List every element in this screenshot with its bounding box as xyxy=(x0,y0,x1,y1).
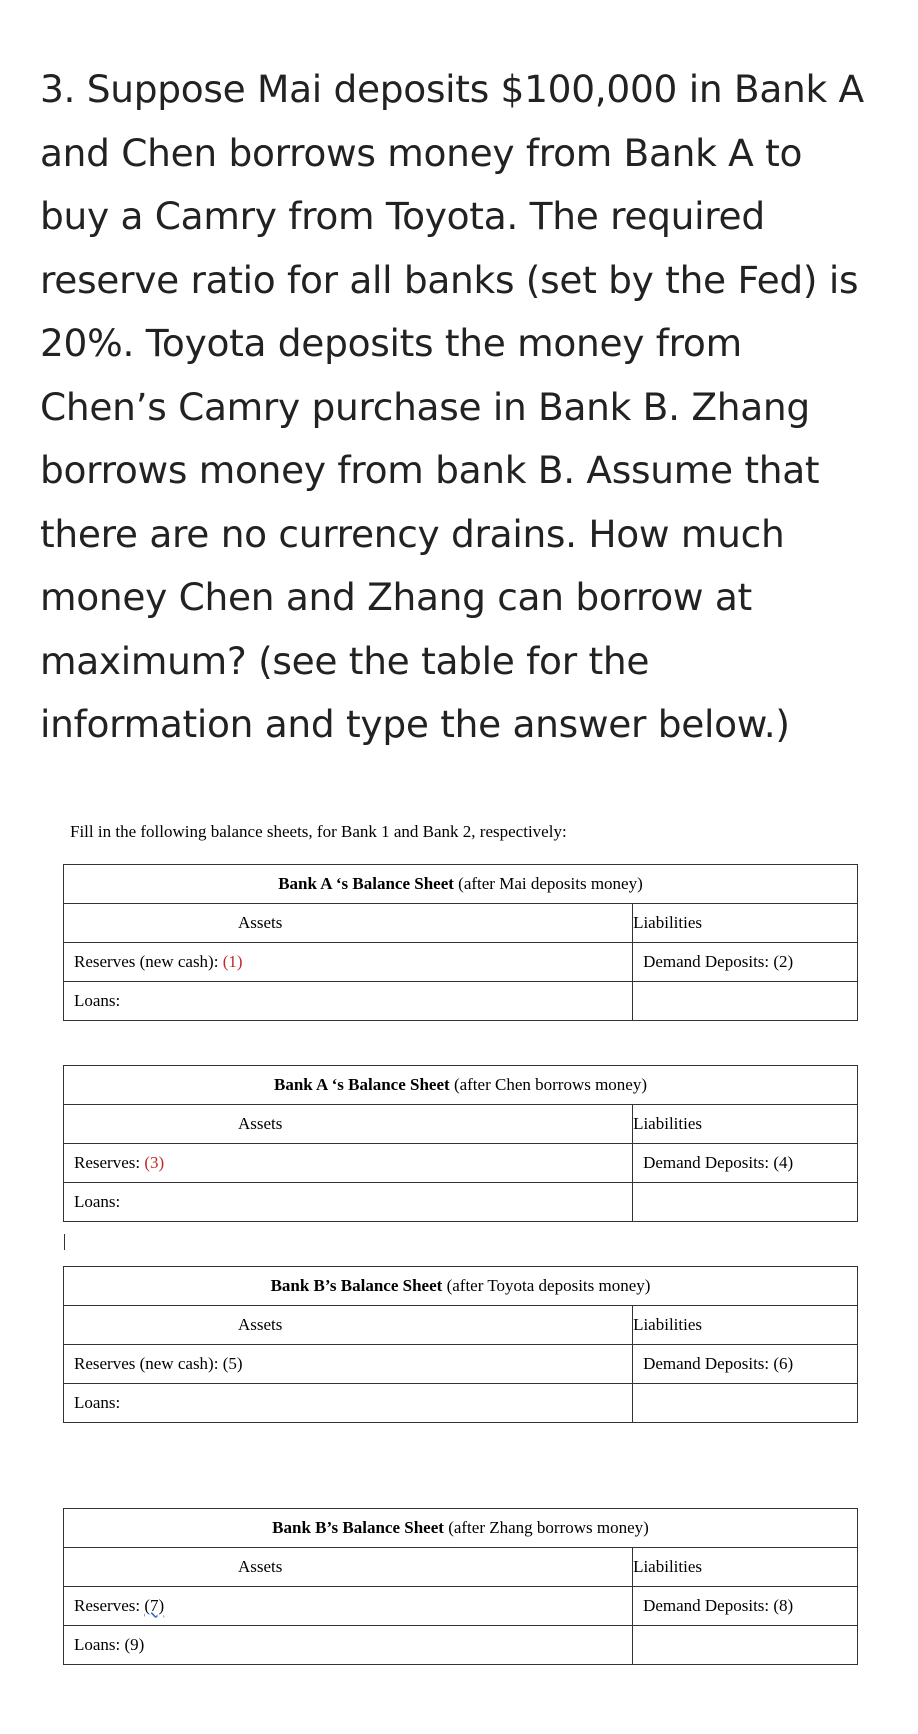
sheet-title xyxy=(64,865,858,904)
reserves-cell[interactable]: Reserves (new cash): (5) xyxy=(64,1345,633,1384)
assets-header: Assets xyxy=(64,904,633,943)
question-line: borrows money from bank B. Assume that xyxy=(40,448,820,492)
sheet-title xyxy=(64,1509,858,1548)
sheet-title xyxy=(64,1267,858,1306)
reserves-label: Reserves (new cash): xyxy=(74,952,223,971)
loans-cell[interactable]: Loans: (9) xyxy=(64,1626,633,1665)
liabilities-header: Liabilities xyxy=(633,1306,858,1345)
loans-cell[interactable]: Loans: xyxy=(64,1183,633,1222)
reserves-label: Reserves: xyxy=(74,1153,145,1172)
demand-deposits-cell[interactable]: Demand Deposits: (2) xyxy=(633,943,858,982)
question-line: and Chen borrows money from Bank A to xyxy=(40,130,803,175)
sheet-title-rest: (after Toyota deposits money) xyxy=(442,1276,651,1295)
question-line: maximum? (see the table for the xyxy=(40,638,650,683)
balance-sheet-bank-a-deposit xyxy=(63,864,858,1021)
question-line: reserve ratio for all banks (set by the Fed) is xyxy=(40,257,859,302)
balance-sheet-bank-b-loan xyxy=(63,1508,858,1665)
sheet-title-bold: Bank B’s Balance Sheet xyxy=(270,1276,443,1295)
reserves-blank: (7) xyxy=(144,1596,165,1615)
loans-cell[interactable]: Loans: xyxy=(64,982,633,1021)
assets-header: Assets xyxy=(64,1105,633,1144)
question-line: information and type the answer below.) xyxy=(40,702,790,746)
question-line: buy a Camry from Toyota. The required xyxy=(40,194,765,238)
loans-cell[interactable]: Loans: xyxy=(64,1384,633,1423)
empty-cell[interactable] xyxy=(633,982,858,1021)
assets-header: Assets xyxy=(64,1306,633,1345)
instructions-text: Fill in the following balance sheets, for Bank 1 and Bank 2, respectively: xyxy=(70,822,567,841)
reserves-label: Reserves: xyxy=(74,1596,145,1615)
stray-line xyxy=(64,1234,65,1250)
balance-sheet-bank-a-loan xyxy=(63,1065,858,1222)
sheet-title-rest: (after Chen borrows money) xyxy=(449,1075,648,1094)
question-line: 3. Suppose Mai deposits $100,000 in Bank A xyxy=(40,67,864,111)
sheet-title-bold: Bank B’s Balance Sheet xyxy=(272,1518,444,1537)
sheet-title-bold: Bank A ‘s Balance Sheet xyxy=(278,874,454,893)
demand-deposits-cell[interactable]: Demand Deposits: (8) xyxy=(633,1587,858,1626)
question-line: Chen’s Camry purchase in Bank B. Zhang xyxy=(40,384,810,429)
liabilities-header: Liabilities xyxy=(633,1548,858,1587)
sheet-title-bold: Bank A ‘s Balance Sheet xyxy=(273,1075,450,1094)
demand-deposits-cell[interactable]: Demand Deposits: (4) xyxy=(633,1144,858,1183)
sheet-title xyxy=(64,1066,858,1105)
liabilities-header: Liabilities xyxy=(633,1105,858,1144)
reserves-blank: (1) xyxy=(222,952,243,971)
reserves-cell[interactable] xyxy=(64,1144,633,1183)
reserves-blank: (3) xyxy=(144,1153,165,1172)
empty-cell[interactable] xyxy=(633,1183,858,1222)
demand-deposits-cell[interactable]: Demand Deposits: (6) xyxy=(633,1345,858,1384)
sheet-title-rest: (after Zhang borrows money) xyxy=(443,1518,649,1537)
assets-header: Assets xyxy=(64,1548,633,1587)
sheet-title-rest: (after Mai deposits money) xyxy=(453,874,643,893)
empty-cell[interactable] xyxy=(633,1384,858,1423)
reserves-cell[interactable] xyxy=(64,1587,633,1626)
reserves-cell[interactable] xyxy=(64,943,633,982)
empty-cell[interactable] xyxy=(633,1626,858,1665)
question-line: money Chen and Zhang can borrow at xyxy=(40,575,752,619)
question-line: 20%. Toyota deposits the money from xyxy=(40,321,742,365)
liabilities-header: Liabilities xyxy=(633,904,858,943)
question-text xyxy=(40,58,900,757)
question-line: there are no currency drains. How much xyxy=(40,511,785,556)
balance-sheet-bank-b-deposit xyxy=(63,1266,858,1423)
